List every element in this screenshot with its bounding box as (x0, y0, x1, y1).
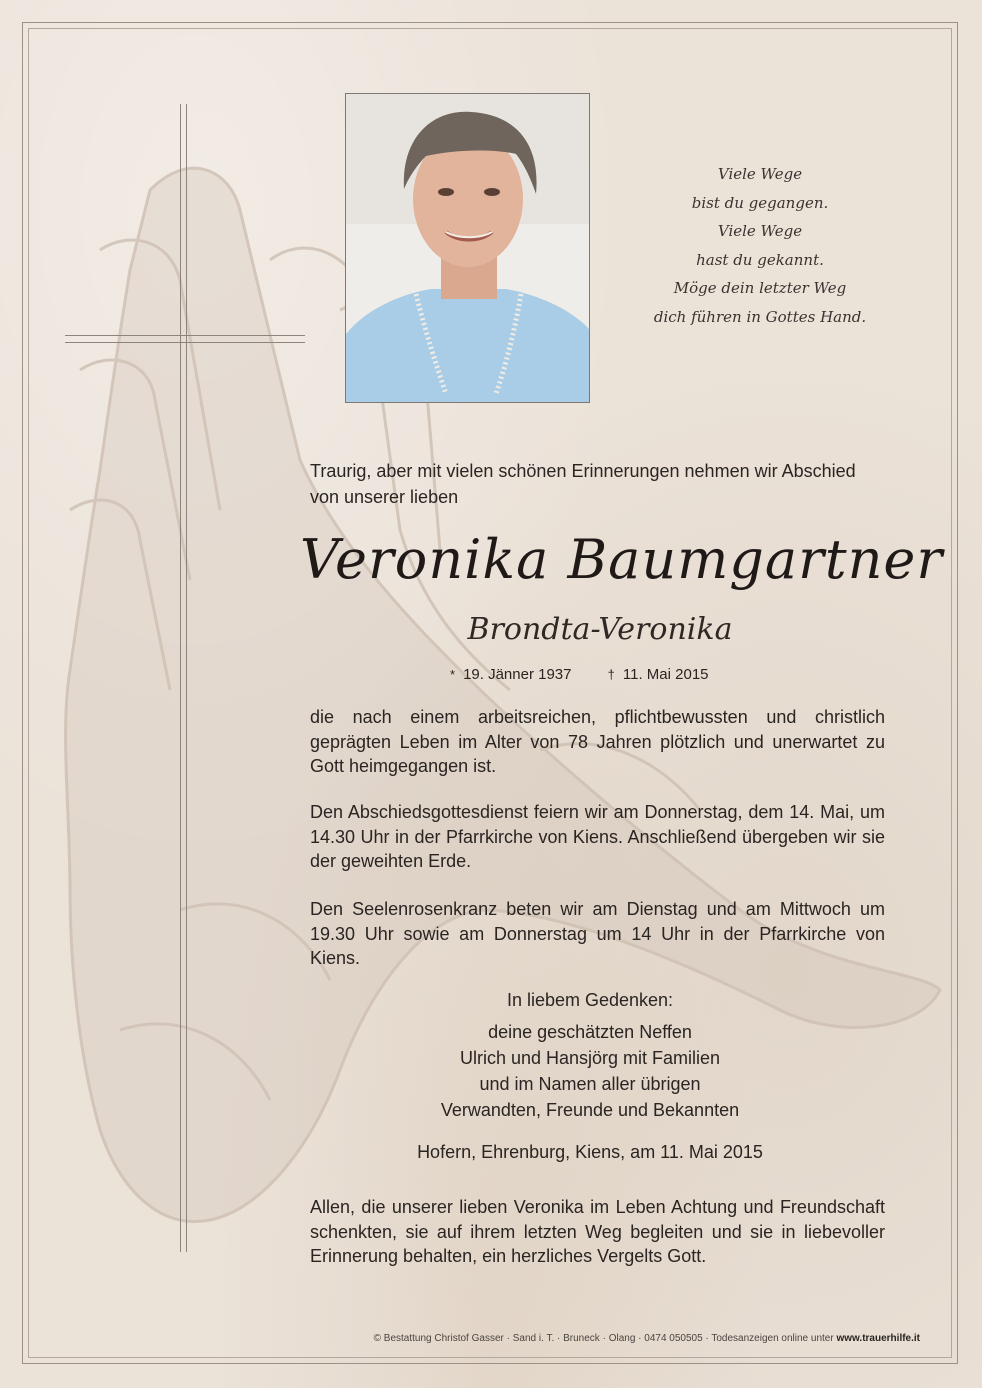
footer (300, 1333, 920, 1344)
footer-link[interactable]: www.trauerhilfe.it (836, 1333, 920, 1344)
mourners-line: Verwandten, Freunde und Bekannten (440, 1100, 740, 1120)
death-date: 11. Mai 2015 (622, 666, 709, 683)
cross-horizontal-line (65, 342, 305, 343)
cross-vertical-line (180, 104, 181, 1252)
poem (610, 160, 910, 331)
death-date-group (608, 666, 709, 683)
funeral-service-paragraph: Den Abschiedsgottesdienst feiern wir am Donnerstag, dem 14. Mai, um 14.30 Uhr in der Pfarrkirche von Kiens. Anschließend übergeben wir sie der geweihten Erde. (310, 802, 885, 871)
cross-horizontal-line (65, 335, 305, 336)
life-paragraph: die nach einem arbeitsreichen, pflichtbewussten und christlich geprägten Leben im Alter von 78 Jahren plötzlich und unerwartet zu Gott heimgegangen ist. (310, 707, 885, 776)
rosary-paragraph: Den Seelenrosenkranz beten wir am Dienstag und am Mittwoch um 19.30 Uhr sowie am Donnerstag um 14 Uhr in der Pfarrkirche von Kiens. (310, 899, 885, 968)
cross-symbol-icon: † (607, 667, 615, 682)
cross-vertical-line (186, 104, 187, 1252)
deceased-nickname: Brondta-Veronika (467, 612, 733, 647)
footer-text: © Bestattung Christof Gasser · Sand i. T. · Bruneck · Olang · 0474 050505 · Todesanzeigen online unter (373, 1333, 837, 1344)
birth-symbol: * (450, 667, 456, 682)
intro-text: Traurig, aber mit vielen schönen Erinnerungen nehmen wir Abschied von unserer lieben (310, 461, 856, 507)
poem-line: bist du gegangen. (691, 193, 829, 212)
portrait-photo (345, 93, 590, 403)
poem-line: Möge dein letzter Weg (673, 279, 847, 297)
poem-line: dich führen in Gottes Hand. (653, 307, 867, 326)
mourners-block (380, 990, 800, 1123)
poem-line: Viele Wege (717, 165, 803, 183)
mourners-line: deine geschätzten Neffen (488, 1022, 692, 1042)
place-and-date: Hofern, Ehrenburg, Kiens, am 11. Mai 2015 (417, 1142, 763, 1162)
mourners-line: und im Namen aller übrigen (479, 1074, 701, 1094)
poem-line: Viele Wege (717, 222, 803, 240)
poem-line: hast du gekannt. (696, 250, 824, 269)
birth-date-group (450, 666, 571, 683)
portrait-illustration (346, 94, 589, 402)
mourners-heading: In liebem Gedenken: (506, 990, 674, 1010)
deceased-name: Veronika Baumgartner (300, 528, 944, 591)
thanks-paragraph: Allen, die unserer lieben Veronika im Leben Achtung und Freundschaft schenkten, sie auf ihrem letzten Weg begleiten und sie in liebevoller Erinnerung behalten, ein herzliches Vergelts Gott. (310, 1197, 885, 1266)
life-dates (450, 666, 790, 683)
birth-date: 19. Jänner 1937 (463, 666, 572, 683)
mourners-line: Ulrich und Hansjörg mit Familien (459, 1048, 721, 1068)
